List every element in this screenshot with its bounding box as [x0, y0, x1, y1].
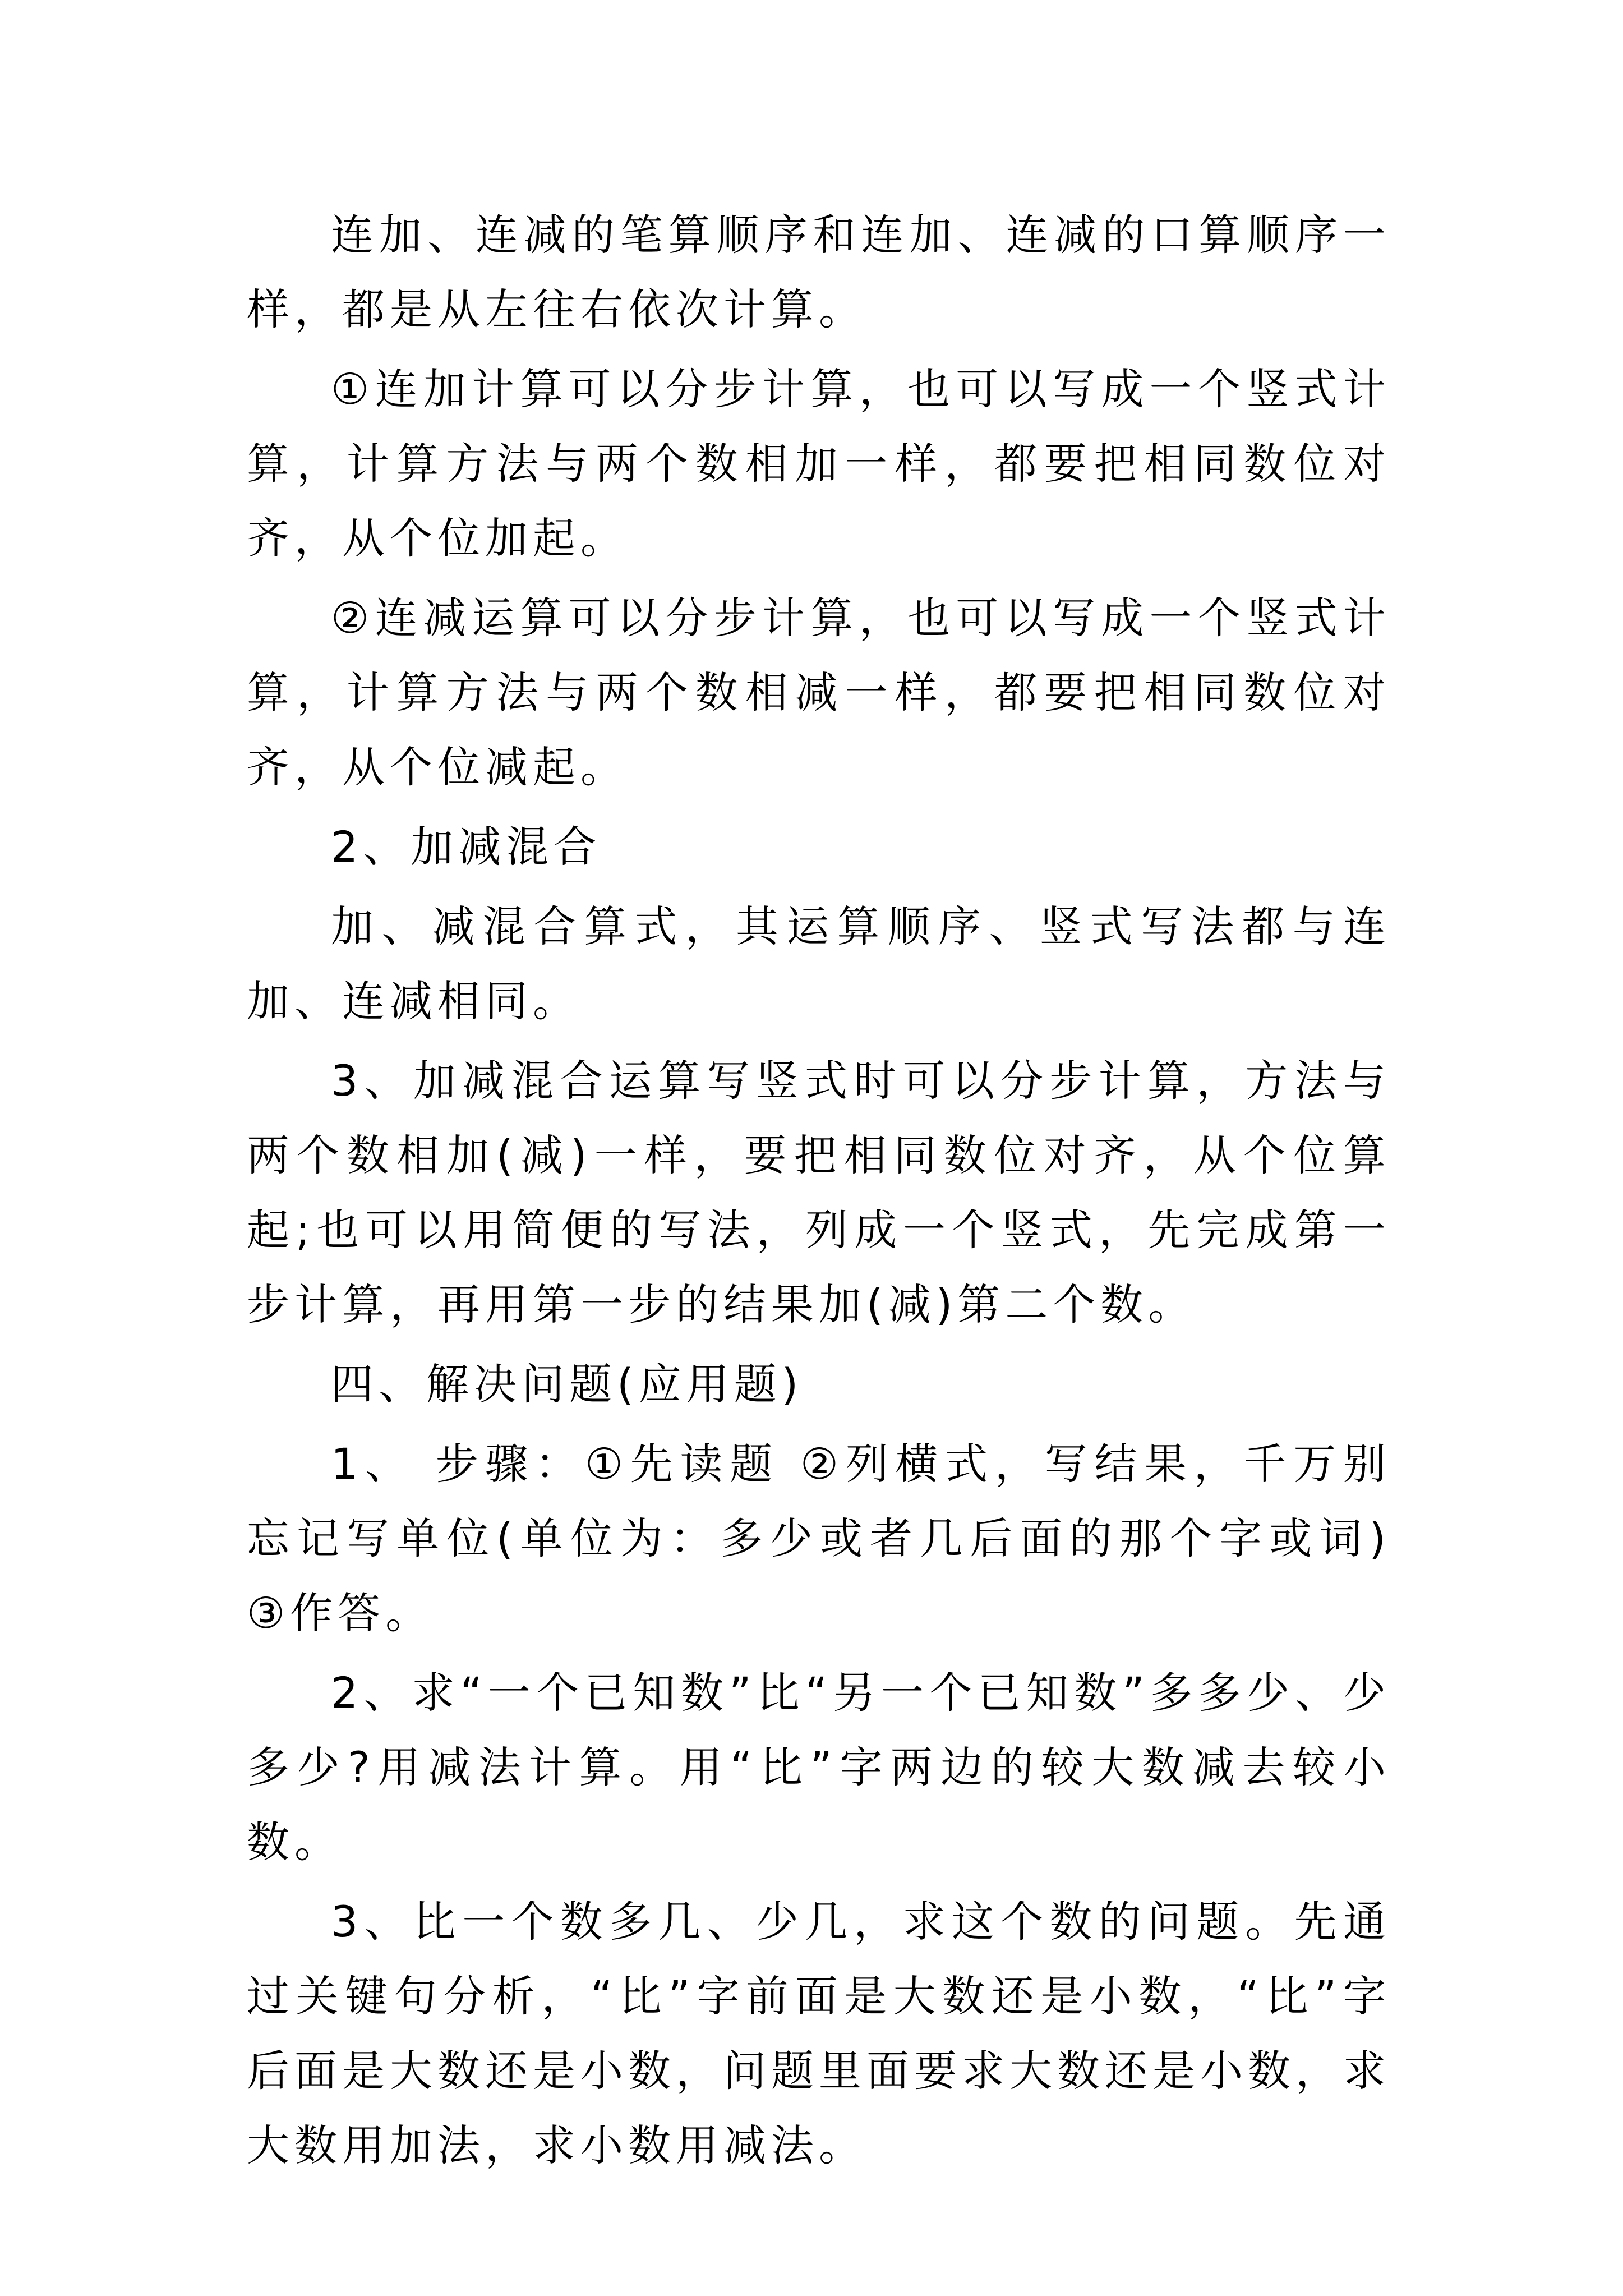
heading-mixed-operations: 2、加减混合 [331, 822, 602, 872]
paragraph-problem-steps: 1、 步骤：①先读题 ②列横式，写结果，千万别忘记写单位(单位为：多少或者几后面的那个字或词) ③作答。 [247, 1439, 1391, 1638]
paragraph-serial-calc-order: 连加、连减的笔算顺序和连加、连减的口算顺序一样，都是从左往右依次计算。 [247, 210, 1391, 334]
document-body [247, 197, 1391, 2188]
heading-word-problems: 四、解决问题(应用题) [331, 1359, 804, 1409]
paragraph-more-less-problems: 3、比一个数多几、少几，求这个数的问题。先通过关键句分析，“比”字前面是大数还是小数，“比”字后面是大数还是小数，问题里面要求大数还是小数，求大数用加法，求小数用减法。 [247, 1897, 1391, 2170]
paragraph-serial-addition: ①连加计算可以分步计算，也可以写成一个竖式计算，计算方法与两个数相加一样，都要把相同数位对齐，从个位加起。 [247, 364, 1391, 563]
paragraph-serial-subtraction: ②连减运算可以分步计算，也可以写成一个竖式计算，计算方法与两个数相减一样，都要把相同数位对齐，从个位减起。 [247, 593, 1391, 792]
paragraph-mixed-vertical: 3、加减混合运算写竖式时可以分步计算，方法与两个数相加(减)一样，要把相同数位对齐，从个位算起;也可以用简便的写法，列成一个竖式，先完成第一步计算，再用第一步的结果加(减)第二个数。 [247, 1056, 1391, 1329]
paragraph-mixed-expressions: 加、减混合算式，其运算顺序、竖式写法都与连加、连减相同。 [247, 901, 1391, 1026]
paragraph-difference-problems: 2、求“一个已知数”比“另一个已知数”多多少、少多少?用减法计算。用“比”字两边的较大数减去较小数。 [247, 1668, 1391, 1867]
